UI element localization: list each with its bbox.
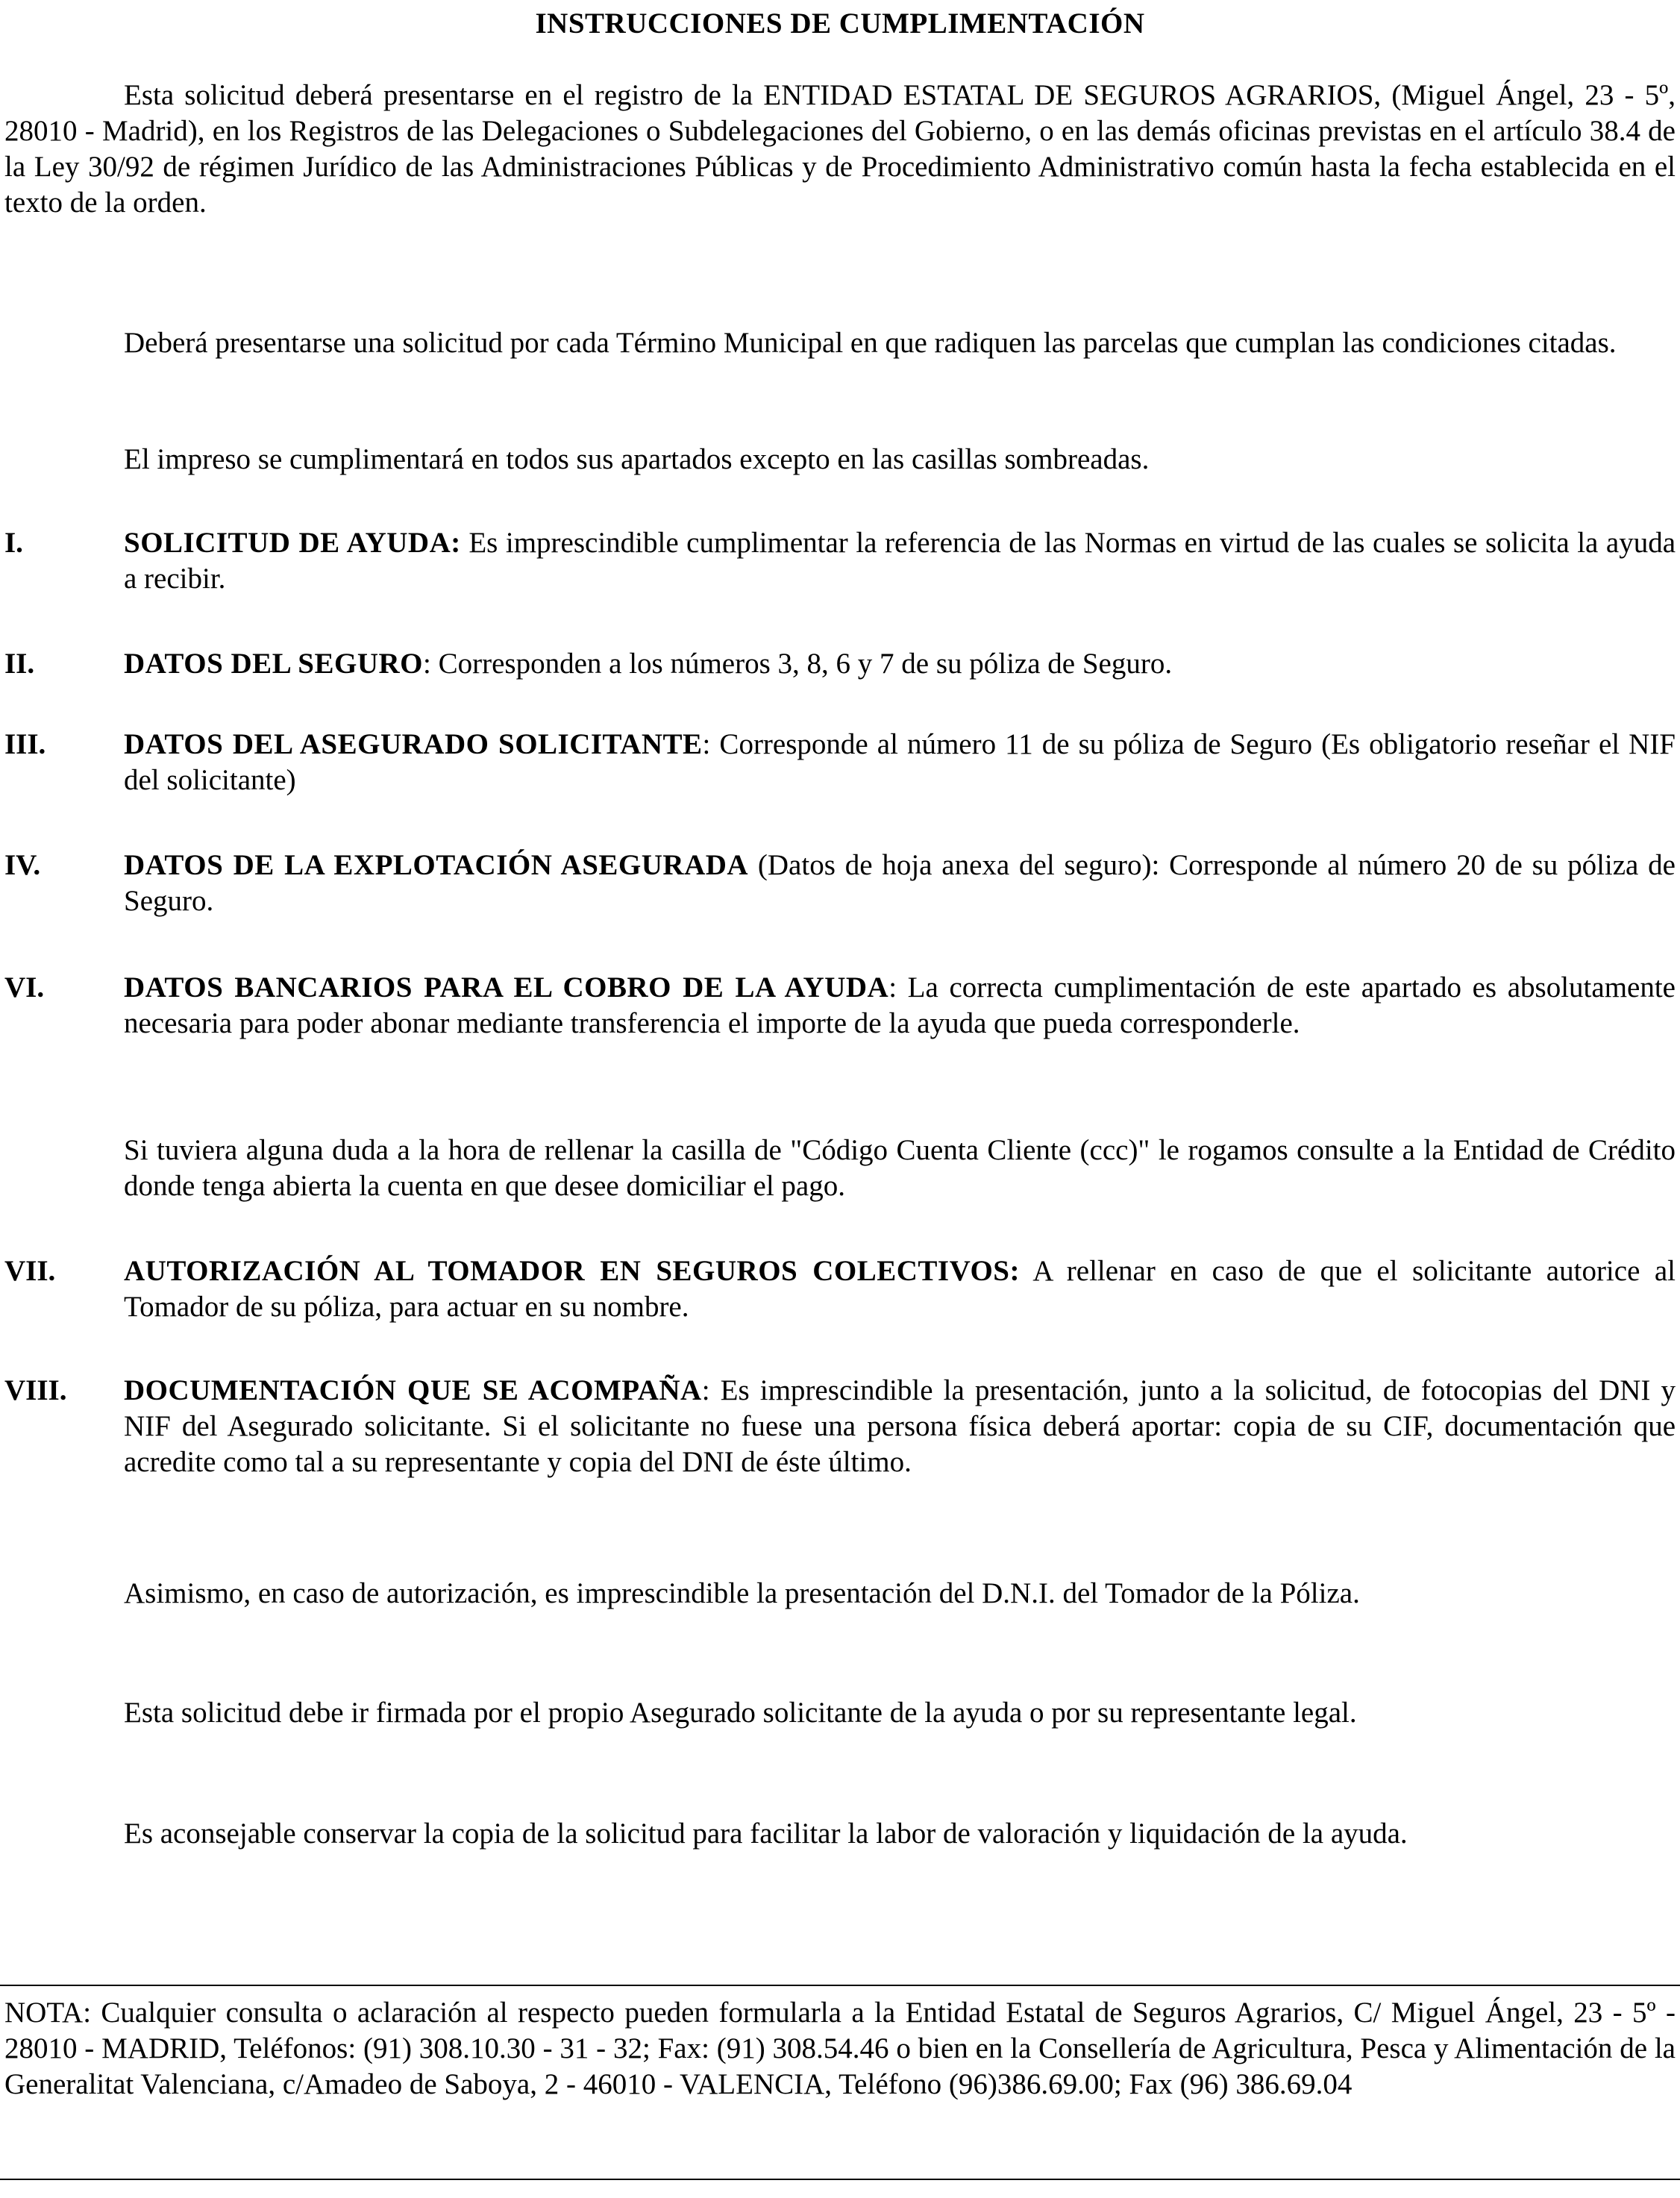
intro-paragraph-municipal-term: Deberá presentarse una solicitud por cada Término Municipal en que radiquen las parcelas que cumplan las condiciones citadas. [124, 327, 1617, 359]
section-heading: DOCUMENTACIÓN QUE SE ACOMPAÑA [124, 1374, 702, 1406]
section-heading: DATOS DEL ASEGURADO SOLICITANTE [124, 728, 703, 760]
section-body [124, 525, 1676, 597]
section-numeral: VIII. [4, 1374, 67, 1406]
section-heading: DATOS DEL SEGURO [124, 648, 424, 680]
section-datos-del-asegurado [4, 727, 1676, 798]
section-text: : Corresponde al número 11 de su póliza de Seguro (Es obligatorio reseñar el NIF del solicitante) [124, 728, 1676, 796]
section-datos-del-seguro [4, 646, 1676, 682]
section-numeral: VII. [4, 1255, 56, 1287]
section-numeral: I. [4, 527, 23, 559]
section-heading: DATOS DE LA EXPLOTACIÓN ASEGURADA [124, 849, 749, 881]
section-autorizacion-al-tomador [4, 1253, 1676, 1325]
section-text: Es imprescindible cumplimentar la referencia de las Normas en virtud de las cuales se solicita la ayuda a recibir. [124, 527, 1676, 595]
section-text: : La correcta cumplimentación de este apartado es absolutamente necesaria para poder abonar mediante transferencia el importe de la ayuda que pueda corresponderle. [124, 971, 1676, 1039]
intro-paragraph-shaded-boxes: El impreso se cumplimentará en todos sus apartados excepto en las casillas sombreadas. [124, 443, 1150, 475]
section-datos-de-la-explotacion [4, 848, 1676, 919]
section-body [124, 848, 1676, 919]
section-body [124, 1373, 1676, 1480]
section-text: : Corresponden a los números 3, 8, 6 y 7 de su póliza de Seguro. [423, 648, 1173, 680]
section-heading: AUTORIZACIÓN AL TOMADOR EN SEGUROS COLECTIVOS: [124, 1255, 1020, 1287]
page-title: INSTRUCCIONES DE CUMPLIMENTACIÓN [535, 7, 1145, 40]
section-vi-ccc-paragraph: Si tuviera alguna duda a la hora de rellenar la casilla de "Código Cuenta Cliente (ccc)" le rogamos consulte a la Entidad de Crédito donde tenga abierta la cuenta en que desee domiciliar el pago. [124, 1134, 1676, 1202]
section-numeral: II. [4, 648, 35, 680]
footer-note: NOTA: Cualquier consulta o aclaración al respecto pueden formularla a la Entidad Estatal de Seguros Agrarios, C/ Miguel Ángel, 23 - 5º - 28010 - MADRID, Teléfonos: (91) 308.10.30 - 31 - 32; Fax: (91) 308.54.46 o bien en la Consellería de Agricultura, Pesca y Alimentación de la Generalitat Valenciana, c/Amadeo de Saboya, 2 - 46010 - VALENCIA, Teléfono (96)386.69.00; Fax (96) 386.69.04 [4, 1997, 1676, 2100]
section-viii-copia-paragraph: Es aconsejable conservar la copia de la solicitud para facilitar la labor de valoración y liquidación de la ayuda. [124, 1817, 1408, 1850]
section-viii-firma-paragraph: Esta solicitud debe ir firmada por el propio Asegurado solicitante de la ayuda o por su representante legal. [124, 1697, 1357, 1729]
section-text: A rellenar en caso de que el solicitante autorice al Tomador de su póliza, para actuar en su nombre. [124, 1255, 1676, 1323]
note-bottom-divider [0, 2179, 1680, 2180]
note-top-divider [0, 1985, 1680, 1986]
intro-paragraph-registration: Esta solicitud deberá presentarse en el registro de la ENTIDAD ESTATAL DE SEGUROS AGRARIOS, (Miguel Ángel, 23 - 5º, 28010 - Madrid), en los Registros de las Delegaciones o Subdelegaciones del Gobierno, o en las demás oficinas previstas en el artículo 38.4 de la Ley 30/92 de régimen Jurídico de las Administraciones Públicas y de Procedimiento Administrativo común hasta la fecha establecida en el texto de la orden. [4, 79, 1676, 219]
section-numeral: VI. [4, 971, 45, 1003]
section-heading: SOLICITUD DE AYUDA: [124, 527, 461, 559]
section-text: (Datos de hoja anexa del seguro): Corresponde al número 20 de su póliza de Seguro. [124, 849, 1676, 917]
section-heading: DATOS BANCARIOS PARA EL COBRO DE LA AYUDA [124, 971, 889, 1003]
section-datos-bancarios [4, 970, 1676, 1042]
section-numeral: IV. [4, 849, 41, 881]
section-body [124, 1253, 1676, 1325]
section-body [124, 727, 1676, 798]
section-solicitud-de-ayuda [4, 525, 1676, 597]
section-viii-autorizacion-paragraph: Asimismo, en caso de autorización, es imprescindible la presentación del D.N.I. del Tomador de la Póliza. [124, 1577, 1360, 1609]
section-body [124, 646, 1676, 682]
section-numeral: III. [4, 728, 46, 760]
section-body [124, 970, 1676, 1042]
section-text: : Es imprescindible la presentación, junto a la solicitud, de fotocopias del DNI y NIF del Asegurado solicitante. Si el solicitante no fuese una persona física deberá aportar: copia de su CIF, documentación que acredite como tal a su representante y copia del DNI de éste último. [124, 1374, 1676, 1478]
section-documentacion [4, 1373, 1676, 1480]
